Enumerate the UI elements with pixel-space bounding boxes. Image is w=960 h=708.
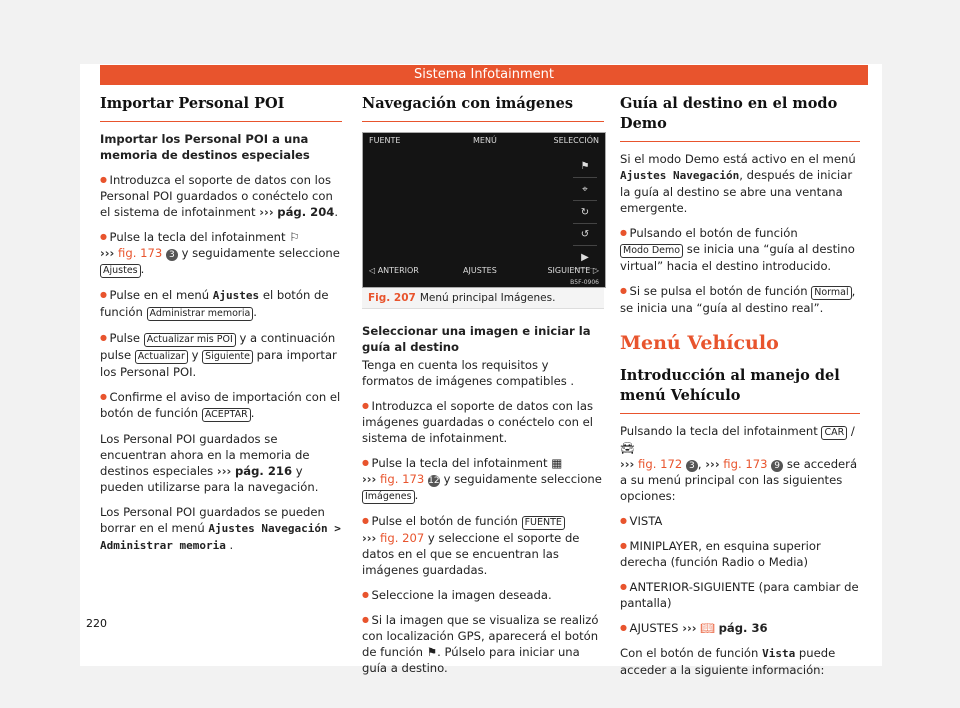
column-demo-mode (620, 94, 860, 678)
step-4: ● Seleccione la imagen deseada. (362, 587, 604, 603)
option-4: ● AJUSTES ››› 📖︎ pág. 36 (620, 620, 860, 636)
step-2: ● Pulse la tecla del infotainment ⚐ ››› fig. 173 3 y seguidamente seleccione Ajustes . (100, 229, 342, 278)
intro: Tenga en cuenta los requisitos y formatos de imágenes compatibles . (362, 358, 575, 388)
ajustes-key: Ajustes (100, 264, 141, 278)
callout-number: 3 (166, 249, 178, 261)
modo-demo-key: Modo Demo (620, 244, 683, 258)
chapter-title: Menú Vehículo (620, 332, 779, 354)
page-ref[interactable]: pág. 204 (277, 205, 335, 219)
figure-link[interactable]: fig. 173 (118, 246, 163, 260)
screen-fuente-label: FUENTE (369, 136, 401, 145)
destination-flag-icon: ⚑ (426, 645, 438, 659)
callout-number: 12 (428, 476, 440, 486)
screen-anterior-label: ◁ ANTERIOR (369, 266, 419, 275)
step-4: ● Pulse Actualizar mis POI y a continuación pulse Actualizar y Siguiente para importar los Personal POI. (100, 330, 342, 380)
normal-key: Normal (811, 286, 851, 300)
step-1: ● Introduzca el soporte de datos con los Personal POI guardados o conéctelo con el sistema de infotainment ››› pág. 204. (100, 172, 342, 220)
callout-number: 3 (686, 460, 698, 472)
screen-ajustes-label: AJUSTES (463, 266, 497, 275)
paragraph-1: Los Personal POI guardados se encuentran ahora en la memoria de destinos especiales ››› pág. 216 y pueden utilizarse para la navegación. (100, 432, 319, 494)
fuente-key: FUENTE (522, 516, 565, 530)
figure-caption: Fig. 207 Menú principal Imágenes. (362, 288, 604, 309)
subtitle: Importar los Personal POI a una memoria de destinos especiales (100, 132, 310, 162)
section-title: Guía al destino en el modo Demo (620, 94, 860, 142)
figure-link[interactable]: fig. 207 (380, 531, 425, 545)
actualizar-mis-poi-key: Actualizar mis POI (144, 333, 236, 347)
option-2: ● MINIPLAYER, en esquina superior derecha (función Radio o Media) (620, 538, 860, 570)
step-1: ● Pulsando el botón de función Modo Demo se inicia una “guía al destino virtual” hacia el destino introducido. (620, 225, 860, 274)
step-5: ● Si la imagen que se visualiza se realizó con localización GPS, aparecerá el botón de función ⚑. Púlselo para iniciar una guía a destino. (362, 612, 604, 676)
step-1: ● Introduzca el soporte de datos con las imágenes guardadas o conéctelo con el sistema de infotainment. (362, 398, 604, 446)
column-navigation-images (362, 94, 604, 676)
step-2: ● Pulse la tecla del infotainment ▦ ››› fig. 173 12 y seguidamente seleccione Imágenes . (362, 455, 604, 504)
step-3: ● Pulse en el menú Ajustes el botón de función Administrar memoria . (100, 287, 342, 321)
screen-siguiente-label: SIGUIENTE ▷ (547, 266, 599, 275)
option-1: ● VISTA (620, 513, 860, 529)
actualizar-key: Actualizar (135, 350, 188, 364)
section-title: Importar Personal POI (100, 94, 342, 122)
step-5: ● Confirme el aviso de importación con el botón de función ACEPTAR . (100, 389, 342, 422)
step-3: ● Pulse el botón de función FUENTE ››› fig. 207 y seleccione el soporte de datos en el que se encuentran las imágenes guardadas. (362, 513, 604, 578)
screen-seleccion-label: SELECCIÓN (553, 136, 599, 145)
figure-link[interactable]: fig. 172 (638, 457, 683, 471)
screen-side-buttons (573, 157, 597, 269)
paragraph-2: Los Personal POI guardados se pueden borrar en el menú Ajustes Navegación > Administrar memoria . (100, 505, 341, 552)
figure-code: B5F-0906 (570, 279, 599, 286)
imagenes-key: Imágenes (362, 490, 415, 504)
siguiente-key: Siguiente (202, 350, 253, 364)
page-ref[interactable]: pág. 216 (234, 464, 293, 478)
manual-page (80, 64, 882, 677)
callout-number: 9 (771, 460, 783, 472)
flag-icon: ⚐ (289, 230, 300, 244)
car-icon: 🚘︎ (620, 441, 635, 455)
step-2: ● Si se pulsa el botón de función Normal , se inicia una “guía al destino real”. (620, 283, 860, 316)
section-title: Navegación con imágenes (362, 94, 604, 122)
figure-link[interactable]: fig. 173 (380, 472, 425, 486)
figure-link[interactable]: fig. 173 (723, 457, 768, 471)
section-title: Introducción al manejo del menú Vehículo (620, 366, 860, 414)
screen-side-icon: ↺ (573, 225, 597, 246)
screen-side-icon: ↻ (573, 203, 597, 224)
book-icon: 📖︎ (700, 621, 715, 635)
administrar-memoria-key: Administrar memoria (147, 307, 254, 321)
aceptar-key: ACEPTAR (202, 408, 251, 422)
screen-side-icon: ▶ (573, 248, 597, 269)
infotainment-screen-figure (362, 132, 606, 288)
option-3: ● ANTERIOR-SIGUIENTE (para cambiar de pantalla) (620, 579, 860, 611)
page-ref[interactable]: pág. 36 (718, 621, 768, 635)
column-import-poi (100, 94, 342, 554)
paragraph-3: Con el botón de función Vista puede acceder a la siguiente información: (620, 646, 836, 677)
car-key: CAR (821, 426, 847, 440)
screen-side-icon: ⚑ (573, 157, 597, 178)
screen-side-icon: ⌖ (573, 180, 597, 201)
paragraph-1: Si el modo Demo está activo en el menú Ajustes Navegación, después de iniciar la guía al destino se abre una ventana emergente. (620, 152, 856, 215)
paragraph-2: Pulsando la tecla del infotainment CAR / 🚘︎ ››› fig. 172 3 , ››› fig. 173 9 se accederá a su menú principal con las siguientes opciones: (620, 424, 858, 503)
chapter-header: Sistema Infotainment (100, 65, 868, 85)
grid-icon: ▦ (551, 456, 563, 470)
subtitle: Seleccionar una imagen e iniciar la guía al destino (362, 324, 591, 354)
page-number: 220 (86, 617, 107, 630)
screen-menu-label: MENÚ (473, 136, 497, 145)
